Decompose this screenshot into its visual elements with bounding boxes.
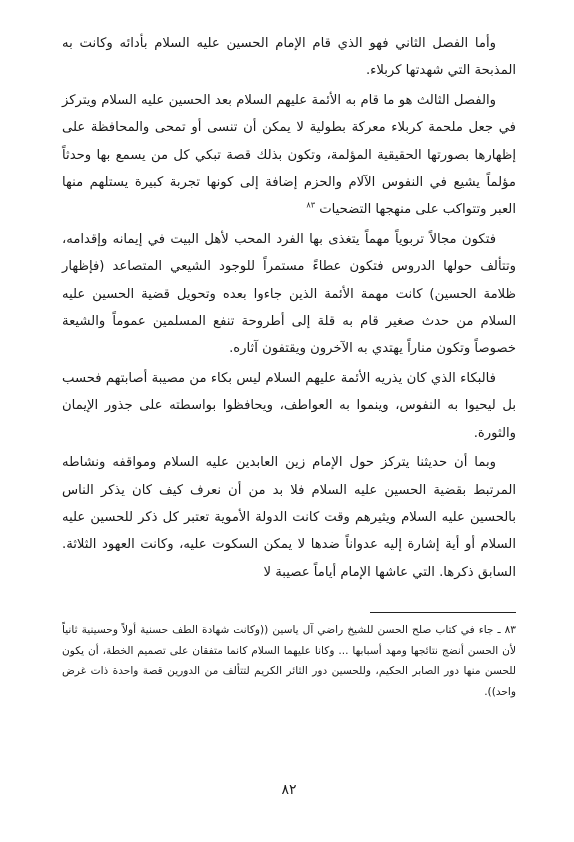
paragraph-3: فتكون مجالاً تربوياً مهماً يتغذى بها الفرد المحب لأهل البيت في إيمانه وإقدامه، وتتألف حولها الدروس فتكون عطاءً مستمراً للوجود الشيعي المتصاعد (فإظهار ظلامة الحسين) كانت مهمة الأئمة الذين جاءوا بعده وتحويل قضية الحسين عليه السلام من حدث صغير قام به قلة إلى أطروحة تنفع المسلمين عموماً والشيعة خصوصاً وتكون مناراً يهتدي به الآخرون ويقتفون آثاره. <box>62 231 516 357</box>
footnote <box>62 620 516 702</box>
page-number: ٨٢ <box>281 782 297 798</box>
document-page <box>62 30 516 820</box>
footnote-separator <box>370 612 516 613</box>
body-text <box>62 30 516 586</box>
paragraph-2 <box>62 87 516 224</box>
paragraph-2-text: والفصل الثالث هو ما قام به الأئمة عليهم السلام بعد الحسين عليه السلام ويتركز في جعل ملحمة كربلاء معركة بطولية لا يمكن أن تنسى أو تمحى والمحافظة على إظهارها بصورتها الحقيقية المؤلمة، وتكون بذلك قصة تبكي كل من يسمع بها وحدثاً مؤلماً يشيع في النفوس الآلام والحزم إضافة إلى كونها تجربة كبيرة يستلهم منها العبر وتتواكب على منهجها التضحيات <box>62 92 516 218</box>
paragraph-4: فالبكاء الذي كان يذريه الأئمة عليهم السلام ليس بكاء من مصيبة أصابتهم فحسب بل ليحيوا به النفوس، وينموا به العواطف، ويحافظوا بواسطته على جذور الإيمان والثورة. <box>62 370 516 441</box>
footnote-reference: ٨٣ <box>306 201 316 211</box>
footnote-text: ٨٣ ـ جاء في كتاب صلح الحسن للشيخ راضي آل ياسين ((وكانت شهادة الطف حسنية أولاً وحسينية ثانياً لأن الحسن أنضج نتائجها ومهد أسبابها ... وكانا عليهما السلام كانما متفقان على تصميم الخطة، أن يكون للحسن منها دور الصابر الحكيم، وللحسين دور الثائر الكريم لتتألف من الدورين قصة واحدة ذات غرض واحد)). <box>62 624 516 698</box>
paragraph-5: وبما أن حديثنا يتركز حول الإمام زين العابدين عليه السلام ومواقفه ونشاطه المرتبط بقضية الحسين عليه السلام فلا بد من أن نعرف كيف كان يذكر الناس بالحسين عليه السلام ويثيرهم وقت كانت الدولة الأموية تعتبر كل ذكر للحسين عليه السلام أو أية إشارة إليه عدواناً ضدها لا يمكن السكوت عليه، وكانت العهود الثلاثة. السابق ذكرها. التي عاشها الإمام أياماً عصيبة لا <box>62 455 516 580</box>
paragraph-1: وأما الفصل الثاني فهو الذي قام الإمام الحسين عليه السلام بأدائه وكانت به المذبحة التي شهدتها كربلاء. <box>62 36 516 79</box>
